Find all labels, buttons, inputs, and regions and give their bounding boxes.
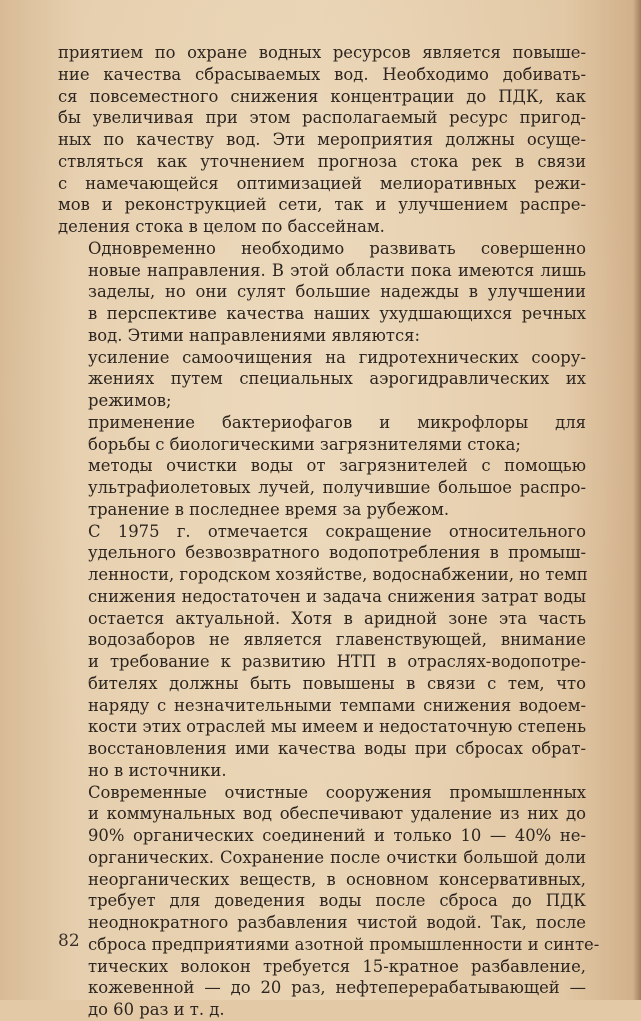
- text-line: и требование к развитию НТП в отраслях-водопотре-: [88, 652, 586, 671]
- text-line: применение бактериофагов и микрофлоры для: [88, 412, 586, 432]
- text-line: требует для доведения воды после сброса до ПДК: [88, 891, 586, 911]
- text-line: кости этих отраслей мы имеем и недостаточную степень: [88, 717, 586, 737]
- text-line: борьбы с биологическими загрязнителями стока;: [88, 434, 521, 454]
- text-line: приятием по охране водных ресурсов является повыше-: [58, 43, 586, 62]
- text-line: неоднократного разбавления чистой водой. Так, после: [88, 913, 586, 932]
- text-line: и коммунальных вод обеспечивают удаление из них до: [88, 804, 586, 824]
- text-line: ультрафиолетовых лучей, получившие большое распро-: [88, 478, 586, 497]
- paragraph: [58, 42, 586, 238]
- text-line: бителях должны быть повышены в связи с тем, что: [88, 673, 586, 693]
- text-line: ся повсеместного снижения концентрации до ПДК, как: [58, 86, 586, 106]
- text-line: вод. Этими направлениями являются:: [88, 325, 421, 345]
- text-line: Современные очистные сооружения промышленных: [88, 782, 586, 802]
- text-line: с намечающейся оптимизацией мелиоративных режи-: [58, 173, 586, 193]
- text-line: методы очистки воды от загрязнителей с помощью: [88, 456, 586, 476]
- paragraph: [58, 412, 586, 456]
- text-line: ленности, городском хозяйстве, водоснабжении, но темп: [88, 565, 588, 584]
- text-line: сброса предприятиями азотной промышленности и синте-: [88, 934, 600, 954]
- text-line: удельного безвозвратного водопотребления в промыш-: [88, 543, 586, 563]
- text-line: заделы, но они сулят большие надежды в улучшении: [88, 282, 586, 302]
- text-line: усиление самоочищения на гидротехнических соору-: [88, 347, 586, 367]
- text-line: неорганических веществ, в основном консервативных,: [88, 869, 586, 889]
- text-line: транение в последнее время за рубежом.: [88, 499, 450, 519]
- text-line: С 1975 г. отмечается сокращение относительного: [88, 521, 586, 541]
- text-line: жениях путем специальных аэрогидравлических их: [88, 369, 586, 389]
- text-line: 90% органических соединений и только 10 — 40% не-: [88, 826, 586, 845]
- paragraph: [58, 238, 586, 347]
- paragraph: [58, 782, 600, 1021]
- text-line: наряду с незначительными темпами снижения водоем-: [88, 695, 586, 715]
- text-line: остается актуальной. Хотя в аридной зоне эта часть: [88, 608, 586, 628]
- text-line: мов и реконструкцией сети, так и улучшением распре-: [58, 195, 586, 215]
- text-line: ние качества сбрасываемых вод. Необходимо добивать-: [58, 64, 586, 84]
- text-line: в перспективе качества наших ухудшающихся речных: [88, 304, 586, 323]
- text-line: бы увеличивая при этом располагаемый ресурс пригод-: [58, 108, 586, 128]
- body-text: [58, 42, 600, 1021]
- text-line: кожевенной — до 20 раз, нефтеперерабатывающей —: [88, 978, 586, 998]
- text-line: до 60 раз и т. д.: [88, 1000, 225, 1019]
- text-line: водозаборов не является главенствующей, внимание: [88, 630, 586, 650]
- text-line: снижения недостаточен и задача снижения затрат воды: [88, 586, 586, 606]
- paragraph: [58, 455, 586, 520]
- text-line: деления стока в целом по бассейнам.: [58, 217, 385, 236]
- text-line: органических. Сохранение после очистки большой доли: [88, 847, 586, 867]
- paragraph: [58, 347, 586, 412]
- text-line: ствляться как уточнением прогноза стока рек в связи: [58, 151, 586, 171]
- page-edge-shadow: [633, 0, 641, 1000]
- text-line: ных по качеству вод. Эти мероприятия должны осуще-: [58, 130, 586, 149]
- text-line: режимов;: [88, 391, 172, 410]
- paragraph: [58, 521, 586, 782]
- text-line: новые направления. В этой области пока имеются лишь: [88, 260, 586, 280]
- text-line: но в источники.: [88, 760, 227, 780]
- text-line: восстановления ими качества воды при сбросах обрат-: [88, 739, 586, 758]
- page-number: 82: [58, 931, 80, 951]
- text-line: Одновременно необходимо развивать совершенно: [88, 238, 586, 258]
- text-line: тических волокон требуется 15-кратное разбавление,: [88, 956, 586, 976]
